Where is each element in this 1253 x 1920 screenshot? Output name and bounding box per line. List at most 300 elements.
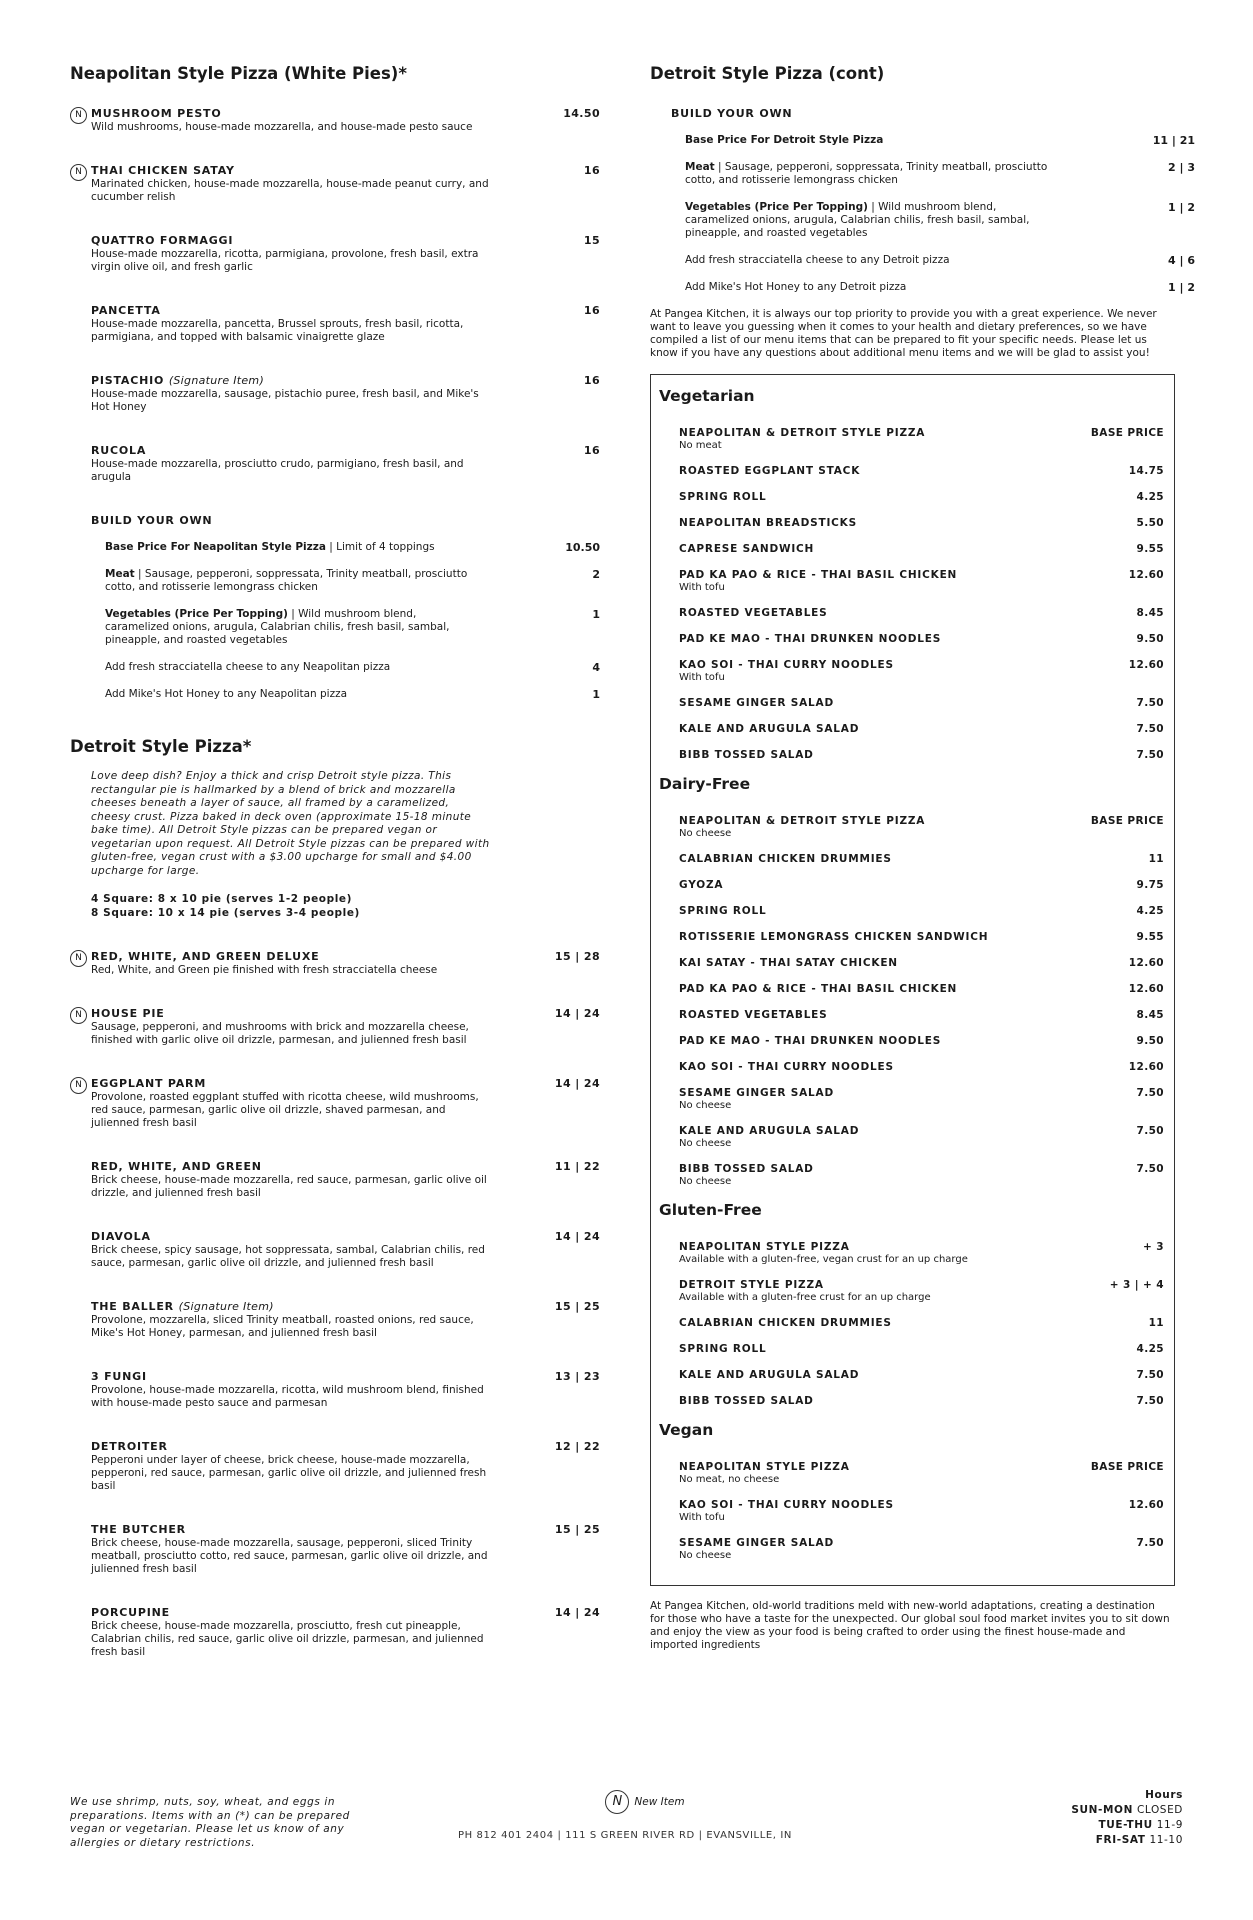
- menu-item-name: [91, 1077, 491, 1090]
- detroit-build-your-own: [650, 107, 1195, 294]
- menu-item: [70, 1606, 600, 1659]
- menu-item-name: [91, 1523, 491, 1536]
- menu-item-description: House-made mozzarella, pancetta, Brussel sprouts, fresh basil, ricotta, parmigiana, and topped with balsamic vinaigrette glaze: [91, 318, 464, 343]
- menu-item-text: [91, 304, 491, 344]
- menu-item-text: [91, 1523, 491, 1576]
- menu-item: [70, 107, 600, 134]
- dietary-item-note: No cheese: [679, 1550, 732, 1561]
- dietary-item-price: 9.55: [1136, 931, 1164, 943]
- menu-item-price: 14 | 24: [554, 1230, 600, 1243]
- dietary-item: [659, 1163, 1164, 1187]
- menu-item: [70, 304, 600, 344]
- dietary-item-name: KAO SOI - THAI CURRY NOODLES: [679, 659, 894, 671]
- menu-item-description: Provolone, house-made mozzarella, ricotta, wild mushroom blend, finished with house-made pesto sauce and parmesan: [91, 1384, 484, 1409]
- byo-row: [70, 568, 600, 594]
- byo-row: [650, 134, 1195, 147]
- menu-item-text: [91, 1300, 491, 1340]
- dietary-item-name: CALABRIAN CHICKEN DRUMMIES: [679, 1317, 892, 1329]
- dietary-item-price: 7.50: [1136, 697, 1164, 709]
- menu-item-title: PANCETTA: [91, 304, 161, 317]
- detroit-cont-title: Detroit Style Pizza (cont): [650, 64, 885, 83]
- dietary-item-note: No meat, no cheese: [679, 1474, 780, 1485]
- detroit-byo-title: BUILD YOUR OWN: [671, 107, 793, 120]
- dietary-item-name: SPRING ROLL: [679, 491, 767, 503]
- menu-item-description: Sausage, pepperoni, and mushrooms with brick and mozzarella cheese, finished with garlic olive oil drizzle, parmesan, and julienned fresh basil: [91, 1021, 469, 1046]
- dietary-section-title: Dairy-Free: [659, 775, 751, 793]
- menu-item: [70, 1370, 600, 1410]
- menu-item-price: 15 | 25: [554, 1523, 600, 1536]
- byo-price: 1: [592, 688, 600, 701]
- menu-item-price: 11 | 22: [554, 1160, 600, 1173]
- dietary-item-price: 11: [1148, 1317, 1164, 1329]
- byo-detail: Add fresh stracciatella cheese to any Detroit pizza: [685, 254, 950, 266]
- byo-detail: Add fresh stracciatella cheese to any Neapolitan pizza: [105, 661, 391, 673]
- menu-item-price: 13 | 23: [554, 1370, 600, 1383]
- byo-detail: | Limit of 4 toppings: [325, 541, 435, 553]
- dietary-item-name: BIBB TOSSED SALAD: [679, 1163, 814, 1175]
- dietary-item-note: No cheese: [679, 1100, 732, 1111]
- new-item-icon: N: [70, 107, 87, 124]
- dietary-item: [659, 749, 1164, 761]
- dietary-item-text: [679, 543, 814, 555]
- dietary-item-note: With tofu: [679, 1512, 725, 1523]
- dietary-item: [659, 633, 1164, 645]
- dietary-section-title: Vegan: [659, 1421, 714, 1439]
- dietary-item-price: 5.50: [1136, 517, 1164, 529]
- byo-row: [650, 281, 1195, 294]
- hours-row: [1071, 1803, 1183, 1818]
- dietary-box: [650, 374, 1175, 1586]
- dietary-item-name: KALE AND ARUGULA SALAD: [679, 1369, 860, 1381]
- menu-item: [70, 1160, 600, 1200]
- byo-detail: | Sausage, pepperoni, soppressata, Trinity meatball, prosciutto cotto, and rotisserie lemongrass chicken: [105, 568, 468, 593]
- dietary-item-note: No cheese: [679, 828, 732, 839]
- dietary-item-price: 11: [1148, 853, 1164, 865]
- dietary-item-name: CALABRIAN CHICKEN DRUMMIES: [679, 853, 892, 865]
- dietary-item-text: [679, 1369, 859, 1381]
- dietary-item-text: [679, 1061, 894, 1073]
- dietary-item-name: BIBB TOSSED SALAD: [679, 1395, 814, 1407]
- dietary-item-name: ROASTED VEGETABLES: [679, 607, 828, 619]
- dietary-item: [659, 569, 1164, 593]
- dietary-section-title: Vegetarian: [659, 387, 755, 405]
- new-item-icon: N: [605, 1790, 629, 1814]
- menu-item-name: [91, 1300, 491, 1313]
- menu-item-title: THE BALLER: [91, 1300, 174, 1313]
- menu-item: [70, 1523, 600, 1576]
- byo-text: [685, 161, 1055, 187]
- menu-item-description: Brick cheese, house-made mozzarella, red sauce, parmesan, garlic olive oil drizzle, and julienned fresh basil: [91, 1174, 487, 1199]
- dietary-item: [659, 983, 1164, 995]
- dietary-item-price: BASE PRICE: [1090, 427, 1164, 439]
- dietary-item-text: [679, 1343, 767, 1355]
- dietary-item-text: [679, 1461, 850, 1485]
- dietary-item-text: [679, 853, 892, 865]
- dietary-item-price: 7.50: [1136, 1395, 1164, 1407]
- dietary-item: [659, 1537, 1164, 1561]
- hours-block: [1071, 1788, 1183, 1848]
- menu-item-description: Brick cheese, house-made mozzarella, prosciutto, fresh cut pineapple, Calabrian chilis, red sauce, garlic olive oil drizzle, parmesan, and julienned fresh basil: [91, 1620, 484, 1658]
- menu-item-price: 14 | 24: [554, 1077, 600, 1090]
- dietary-item-name: PAD KE MAO - THAI DRUNKEN NOODLES: [679, 633, 942, 645]
- hours-row: [1071, 1818, 1183, 1833]
- dietary-item-text: [679, 1395, 814, 1407]
- dietary-item: [659, 697, 1164, 709]
- byo-detail: | Wild mushroom blend, caramelized onions, arugula, Calabrian chilis, fresh basil, sambal, pineapple, and roasted vegetables: [105, 608, 450, 646]
- dietary-item: [659, 853, 1164, 865]
- byo-detail: Add Mike's Hot Honey to any Neapolitan pizza: [105, 688, 348, 700]
- dietary-item-price: 12.60: [1128, 983, 1164, 995]
- dietary-item-price: + 3: [1143, 1241, 1164, 1253]
- menu-item-text: [91, 1230, 491, 1270]
- menu-item-name: [91, 1370, 491, 1383]
- menu-item-name: [91, 1606, 491, 1619]
- hours-list: [1071, 1803, 1183, 1848]
- menu-item-price: 16: [583, 304, 600, 317]
- new-item-icon: N: [70, 1007, 87, 1024]
- dietary-item-note: With tofu: [679, 582, 725, 593]
- dietary-item-text: [679, 983, 957, 995]
- hours-time: 11-10: [1149, 1834, 1183, 1846]
- contact-info: PH 812 401 2404 | 111 S GREEN RIVER RD | EVANSVILLE, IN: [457, 1830, 792, 1841]
- dietary-item-name: BIBB TOSSED SALAD: [679, 749, 814, 761]
- menu-item-title: RED, WHITE, AND GREEN: [91, 1160, 262, 1173]
- dietary-item-text: [679, 697, 834, 709]
- size-small: 4 Square: 8 x 10 pie (serves 1-2 people): [91, 893, 353, 905]
- dietary-item-name: ROASTED VEGETABLES: [679, 1009, 828, 1021]
- menu-item-title: RED, WHITE, AND GREEN DELUXE: [91, 950, 320, 963]
- dietary-item: [659, 1125, 1164, 1149]
- dietary-item-price: 14.75: [1128, 465, 1164, 477]
- dietary-item-price: 12.60: [1128, 659, 1164, 671]
- menu-item: [70, 950, 600, 977]
- neapolitan-byo-list: [70, 541, 600, 701]
- dietary-item-price: 8.45: [1136, 607, 1164, 619]
- menu-item-name: [91, 444, 491, 457]
- dietary-item: [659, 1317, 1164, 1329]
- byo-row: [70, 661, 600, 674]
- dietary-item: [659, 723, 1164, 735]
- dietary-item-text: [679, 1009, 828, 1021]
- byo-row: [70, 688, 600, 701]
- dietary-item-price: BASE PRICE: [1090, 1461, 1164, 1473]
- dietary-item-text: [679, 607, 828, 619]
- menu-item-text: [91, 107, 491, 134]
- legend-label: New Item: [634, 1796, 685, 1808]
- dietary-item: [659, 427, 1164, 451]
- dietary-item-name: KAO SOI - THAI CURRY NOODLES: [679, 1061, 894, 1073]
- dietary-item: [659, 931, 1164, 943]
- dietary-item-text: [679, 659, 894, 683]
- dietary-item: [659, 1279, 1164, 1303]
- menu-item-name: [91, 374, 491, 387]
- menu-item-title: EGGPLANT PARM: [91, 1077, 207, 1090]
- menu-item-text: [91, 1160, 491, 1200]
- hours-days: TUE-THU: [1098, 1819, 1153, 1831]
- menu-item-description: Pepperoni under layer of cheese, brick cheese, house-made mozzarella, pepperoni, red sauce, parmesan, garlic olive oil drizzle, and julienned fresh basil: [91, 1454, 487, 1492]
- menu-item-price: 15 | 28: [554, 950, 600, 963]
- dietary-item-text: [679, 1035, 941, 1047]
- menu-item-price: 12 | 22: [554, 1440, 600, 1453]
- dietary-item: [659, 1343, 1164, 1355]
- dietary-item-price: 7.50: [1136, 1125, 1164, 1137]
- menu-item-description: Brick cheese, house-made mozzarella, sausage, pepperoni, sliced Trinity meatball, prosciutto cotto, red sauce, parmesan, garlic olive oil drizzle, and julienned fresh basil: [91, 1537, 488, 1575]
- dietary-item: [659, 607, 1164, 619]
- dietary-item-text: [679, 1125, 859, 1149]
- footer-center: [440, 1790, 810, 1841]
- menu-item-title: MUSHROOM PESTO: [91, 107, 222, 120]
- menu-item-price: 14 | 24: [554, 1606, 600, 1619]
- menu-item-text: [91, 1370, 491, 1410]
- dietary-item: [659, 1061, 1164, 1073]
- dietary-item-text: [679, 1279, 931, 1303]
- dietary-item-note: No cheese: [679, 1138, 732, 1149]
- hours-time: CLOSED: [1136, 1804, 1183, 1816]
- menu-item: [70, 374, 600, 414]
- dietary-item-text: [679, 1163, 814, 1187]
- neapolitan-byo-title: BUILD YOUR OWN: [91, 514, 213, 527]
- size-large: 8 Square: 10 x 14 pie (serves 3-4 people): [91, 907, 360, 919]
- menu-item-description: House-made mozzarella, prosciutto crudo, parmigiano, fresh basil, and arugula: [91, 458, 464, 483]
- menu-item: [70, 164, 600, 204]
- byo-text: [685, 281, 1055, 294]
- byo-price: 4: [592, 661, 600, 674]
- menu-item-description: Provolone, roasted eggplant stuffed with ricotta cheese, wild mushrooms, red sauce, parmesan, garlic olive oil drizzle, shaved parmesan, and julienned fresh basil: [91, 1091, 479, 1129]
- dietary-item-note: With tofu: [679, 672, 725, 683]
- menu-item-title: RUCOLA: [91, 444, 147, 457]
- byo-detail: | Sausage, pepperoni, soppressata, Trinity meatball, prosciutto cotto, and rotisserie lemongrass chicken: [685, 161, 1048, 186]
- dietary-item-text: [679, 569, 957, 593]
- byo-label: Vegetables (Price Per Topping): [105, 608, 288, 620]
- menu-item-description: House-made mozzarella, sausage, pistachio puree, fresh basil, and Mike's Hot Honey: [91, 388, 479, 413]
- dietary-item: [659, 465, 1164, 477]
- menu-item-title: PISTACHIO: [91, 374, 165, 387]
- dietary-item: [659, 879, 1164, 891]
- dietary-item-name: GYOZA: [679, 879, 724, 891]
- dietary-item-text: [679, 957, 898, 969]
- menu-item-name: [91, 304, 491, 317]
- dietary-item: [659, 815, 1164, 839]
- menu-item-title: QUATTRO FORMAGGI: [91, 234, 234, 247]
- dietary-item: [659, 1035, 1164, 1047]
- dietary-item-name: ROASTED EGGPLANT STACK: [679, 465, 861, 477]
- dietary-item-price: 4.25: [1136, 1343, 1164, 1355]
- dietary-item-price: 9.50: [1136, 1035, 1164, 1047]
- dietary-item-price: 7.50: [1136, 1087, 1164, 1099]
- hours-time: 11-9: [1156, 1819, 1183, 1831]
- dietary-item-text: [679, 815, 925, 839]
- dietary-item-note: Available with a gluten-free, vegan crust for an up charge: [679, 1254, 968, 1265]
- byo-price: 1 | 2: [1168, 281, 1195, 294]
- dietary-item-price: + 3 | + 4: [1109, 1279, 1164, 1291]
- dietary-item-price: 12.60: [1128, 957, 1164, 969]
- dietary-item-price: 12.60: [1128, 569, 1164, 581]
- detroit-title: Detroit Style Pizza*: [70, 737, 252, 756]
- signature-label: (Signature Item): [178, 1300, 274, 1313]
- byo-price: 1 | 2: [1168, 201, 1195, 214]
- menu-item-title: THAI CHICKEN SATAY: [91, 164, 235, 177]
- menu-item-price: 16: [583, 164, 600, 177]
- menu-item-name: [91, 1440, 491, 1453]
- dietary-item-text: [679, 633, 941, 645]
- dietary-item: [659, 1395, 1164, 1407]
- dietary-item-name: NEAPOLITAN & DETROIT STYLE PIZZA: [679, 427, 926, 439]
- dietary-item-price: 12.60: [1128, 1061, 1164, 1073]
- dietary-item-price: 9.75: [1136, 879, 1164, 891]
- menu-item-description: Provolone, mozzarella, sliced Trinity meatball, roasted onions, red sauce, Mike's Hot Honey, parmesan, and julienned fresh basil: [91, 1314, 474, 1339]
- byo-row: [650, 201, 1195, 240]
- byo-label: Base Price For Detroit Style Pizza: [685, 134, 884, 146]
- dietary-item-price: 12.60: [1128, 1499, 1164, 1511]
- menu-item-price: 15: [583, 234, 600, 247]
- dietary-item-text: [679, 905, 767, 917]
- dietary-item-name: KALE AND ARUGULA SALAD: [679, 1125, 860, 1137]
- left-column: [70, 64, 600, 1689]
- signature-label: (Signature Item): [168, 374, 265, 387]
- menu-item-description: Marinated chicken, house-made mozzarella, house-made peanut curry, and cucumber relish: [91, 178, 489, 203]
- hours-days: FRI-SAT: [1095, 1834, 1146, 1846]
- byo-price: 2 | 3: [1168, 161, 1195, 174]
- menu-item-name: [91, 950, 491, 963]
- dietary-item: [659, 491, 1164, 503]
- menu-item-price: 15 | 25: [554, 1300, 600, 1313]
- menu-item-title: THE BUTCHER: [91, 1523, 186, 1536]
- menu-item-name: [91, 1160, 491, 1173]
- dietary-item-price: 7.50: [1136, 749, 1164, 761]
- dietary-item-name: SESAME GINGER SALAD: [679, 1537, 834, 1549]
- menu-item-title: HOUSE PIE: [91, 1007, 165, 1020]
- dietary-item-name: SESAME GINGER SALAD: [679, 697, 834, 709]
- neapolitan-list: [70, 107, 600, 484]
- byo-row: [650, 161, 1195, 187]
- byo-text: [105, 661, 475, 674]
- byo-price: 11 | 21: [1152, 134, 1195, 147]
- hours-row: [1071, 1833, 1183, 1848]
- dietary-item-text: [679, 1499, 894, 1523]
- dietary-item: [659, 1369, 1164, 1381]
- dietary-item-name: DETROIT STYLE PIZZA: [679, 1279, 824, 1291]
- dietary-item-text: [679, 1087, 834, 1111]
- byo-text: [105, 608, 475, 647]
- menu-item-text: [91, 1007, 491, 1047]
- dietary-item-price: 7.50: [1136, 1163, 1164, 1175]
- dietary-item-text: [679, 1537, 834, 1561]
- neapolitan-title: Neapolitan Style Pizza (White Pies)*: [70, 64, 407, 83]
- byo-text: [105, 568, 475, 594]
- byo-text: [685, 134, 1055, 147]
- about-text: At Pangea Kitchen, old-world traditions meld with new-world adaptations, creating a destination for those who have a taste for the unexpected. Our global soul food market invites you to sit down and enjoy the view as your food is being crafted to order using the finest house-made and imported ingredients: [650, 1600, 1170, 1651]
- detroit-sizes: [70, 892, 600, 920]
- byo-price: 10.50: [565, 541, 600, 554]
- allergy-note: We use shrimp, nuts, soy, wheat, and eggs in preparations. Items with an (*) can be prepared vegan or vegetarian. Please let us know of any allergies or dietary restrictions.: [70, 1796, 350, 1849]
- menu-item-description: Brick cheese, spicy sausage, hot soppressata, sambal, Calabrian chilis, red sauce, parmesan, garlic olive oil drizzle, and julienned fresh basil: [91, 1244, 485, 1269]
- menu-item-text: [91, 950, 491, 977]
- dietary-item-text: [679, 491, 767, 503]
- menu-item-description: Wild mushrooms, house-made mozzarella, and house-made pesto sauce: [91, 121, 473, 133]
- dietary-item: [659, 1087, 1164, 1111]
- dietary-item: [659, 659, 1164, 683]
- dietary-item-name: NEAPOLITAN STYLE PIZZA: [679, 1461, 850, 1473]
- dietary-item: [659, 905, 1164, 917]
- byo-label: Meat: [685, 161, 715, 173]
- menu-item-text: [91, 1077, 491, 1130]
- menu-item-text: [91, 1440, 491, 1493]
- byo-text: [105, 541, 475, 554]
- menu-item-text: [91, 444, 491, 484]
- dietary-item-name: NEAPOLITAN & DETROIT STYLE PIZZA: [679, 815, 926, 827]
- byo-text: [685, 254, 1055, 267]
- menu-item: [70, 1230, 600, 1270]
- dietary-item-price: 9.50: [1136, 633, 1164, 645]
- right-column: [650, 64, 1195, 1652]
- menu-item-title: DETROITER: [91, 1440, 168, 1453]
- dietary-item-price: 7.50: [1136, 723, 1164, 735]
- dietary-item-price: 4.25: [1136, 905, 1164, 917]
- byo-detail: Add Mike's Hot Honey to any Detroit pizza: [685, 281, 907, 293]
- dietary-item: [659, 1499, 1164, 1523]
- dietary-item: [659, 1241, 1164, 1265]
- dietary-item-name: PAD KA PAO & RICE - THAI BASIL CHICKEN: [679, 569, 958, 581]
- dietary-item-name: NEAPOLITAN BREADSTICKS: [679, 517, 857, 529]
- dietary-item-name: KAI SATAY - THAI SATAY CHICKEN: [679, 957, 898, 969]
- menu-item-text: [91, 1606, 491, 1659]
- byo-label: Base Price For Neapolitan Style Pizza: [105, 541, 326, 553]
- byo-text: [105, 688, 475, 701]
- byo-row: [70, 541, 600, 554]
- dietary-item-text: [679, 931, 988, 943]
- byo-row: [70, 608, 600, 647]
- detroit-list: [70, 950, 600, 1659]
- dietary-item: [659, 1009, 1164, 1021]
- menu-item-name: [91, 164, 491, 177]
- byo-price: 1: [592, 608, 600, 621]
- dietary-item-name: KAO SOI - THAI CURRY NOODLES: [679, 1499, 894, 1511]
- byo-detail: | Wild mushroom blend, caramelized onions, arugula, Calabrian chilis, fresh basil, sambal, pineapple, and roasted vegetables: [685, 201, 1030, 239]
- dietary-item-text: [679, 879, 723, 891]
- dietary-item-price: 4.25: [1136, 491, 1164, 503]
- byo-row: [650, 254, 1195, 267]
- menu-item: [70, 1077, 600, 1130]
- dietary-item-price: 7.50: [1136, 1537, 1164, 1549]
- dietary-item-price: 9.55: [1136, 543, 1164, 555]
- byo-label: Meat: [105, 568, 135, 580]
- new-item-icon: N: [70, 1077, 87, 1094]
- new-item-legend: [605, 1790, 684, 1814]
- menu-item-price: 16: [583, 444, 600, 457]
- menu-item-text: [91, 164, 491, 204]
- hours-days: SUN-MON: [1071, 1804, 1133, 1816]
- dietary-item-price: BASE PRICE: [1090, 815, 1164, 827]
- menu-item-price: 14 | 24: [554, 1007, 600, 1020]
- menu-item-price: 16: [583, 374, 600, 387]
- byo-price: 2: [592, 568, 600, 581]
- menu-item-description: Red, White, and Green pie finished with fresh stracciatella cheese: [91, 964, 438, 976]
- menu-item: [70, 1300, 600, 1340]
- dietary-item-text: [679, 723, 859, 735]
- dietary-item-name: PAD KE MAO - THAI DRUNKEN NOODLES: [679, 1035, 942, 1047]
- dietary-item-text: [679, 749, 814, 761]
- neapolitan-build-your-own: [70, 514, 600, 701]
- menu-item-title: DIAVOLA: [91, 1230, 151, 1243]
- dietary-item: [659, 517, 1164, 529]
- dietary-item: [659, 543, 1164, 555]
- dietary-item-note: Available with a gluten-free crust for an up charge: [679, 1292, 931, 1303]
- menu-item-name: [91, 1230, 491, 1243]
- dietary-item-note: No meat: [679, 440, 722, 451]
- dietary-item-name: SESAME GINGER SALAD: [679, 1087, 834, 1099]
- dietary-item-text: [679, 1317, 892, 1329]
- menu-item-name: [91, 1007, 491, 1020]
